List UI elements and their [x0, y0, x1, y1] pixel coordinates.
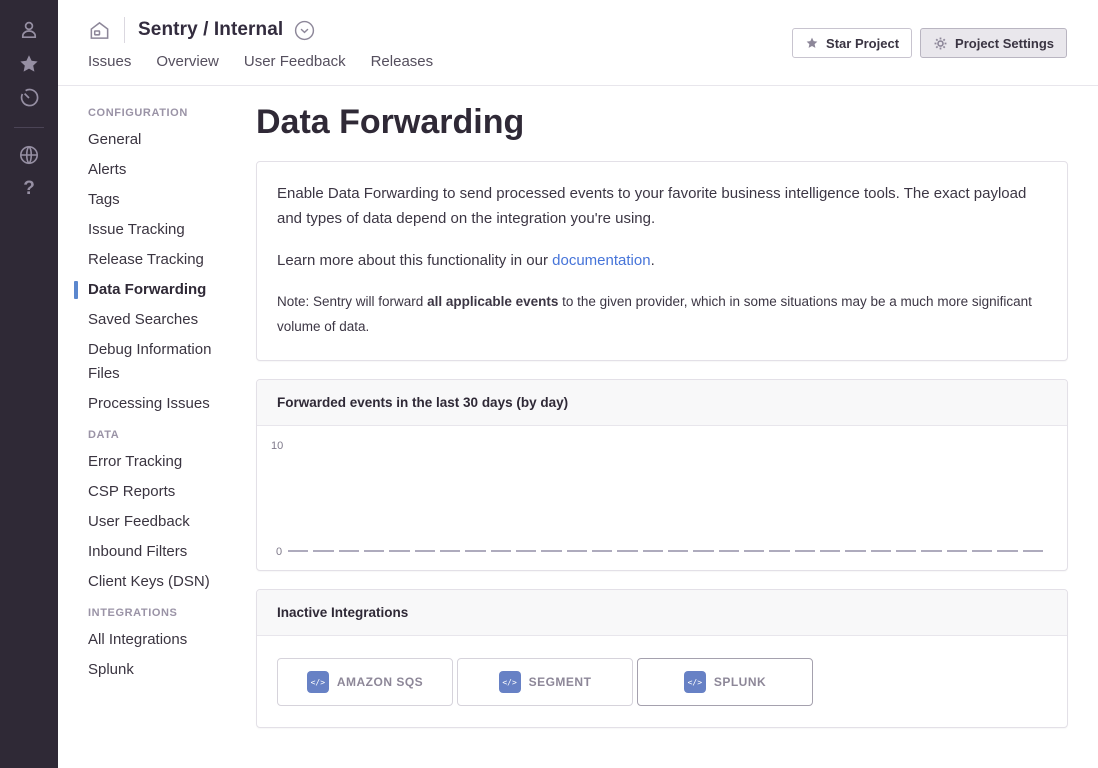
bar-day-24: [871, 550, 891, 552]
sidebar-item-debug-information-files[interactable]: Debug Information Files: [88, 341, 212, 382]
bar-day-17: [693, 550, 713, 552]
intro-note: Note: Sentry will forward all applicable events to the given provider, which in some situations may be a much more significant volume of data.: [277, 294, 1032, 335]
gear-icon: [933, 36, 948, 51]
bar-day-28: [972, 550, 992, 552]
sidebar-item-user-feedback[interactable]: User Feedback: [88, 513, 190, 530]
project-title[interactable]: Sentry / Internal: [138, 19, 284, 40]
sidebar-item-tags[interactable]: Tags: [88, 191, 120, 208]
bar-day-14: [617, 550, 637, 552]
intro-panel: [256, 161, 1068, 361]
history-icon[interactable]: [14, 83, 44, 113]
chart-panel-title: Forwarded events in the last 30 days (by day): [257, 380, 1067, 426]
bar-day-2: [313, 550, 333, 552]
content: [58, 86, 1098, 768]
plugin-icon: </>: [684, 671, 706, 693]
bar-day-29: [997, 550, 1017, 552]
sidebar-item-processing-issues[interactable]: Processing Issues: [88, 395, 210, 412]
integrations-list: [257, 636, 1067, 727]
sidebar-item-inbound-filters[interactable]: Inbound Filters: [88, 543, 188, 560]
bar-day-12: [567, 550, 587, 552]
plugin-icon: </>: [499, 671, 521, 693]
sidebar-section-integrations: [88, 607, 236, 682]
bar-day-18: [719, 550, 739, 552]
sidebar-item-all-integrations[interactable]: All Integrations: [88, 631, 188, 648]
settings-sidebar: [58, 86, 256, 768]
bar-day-25: [896, 550, 916, 552]
sidebar-section-configuration: [88, 107, 236, 416]
bar-day-30: [1023, 550, 1043, 552]
integration-button-segment[interactable]: [457, 658, 633, 706]
sidebar-item-error-tracking[interactable]: Error Tracking: [88, 453, 183, 470]
bar-day-1: [288, 550, 308, 552]
project-header: [58, 0, 1098, 86]
sidebar-heading-configuration: CONFIGURATION: [88, 107, 188, 119]
star-project-button[interactable]: [792, 28, 912, 58]
y-axis-tick-min: 0: [276, 546, 283, 559]
bar-day-6: [415, 550, 435, 552]
bar-day-10: [516, 550, 536, 552]
sidebar-item-data-forwarding[interactable]: Data Forwarding: [88, 278, 236, 302]
integration-label: SEGMENT: [528, 675, 592, 690]
breadcrumb-divider: [124, 17, 125, 43]
bar-day-21: [795, 550, 815, 552]
bar-day-16: [668, 550, 688, 552]
sidebar-item-csp-reports[interactable]: CSP Reports: [88, 483, 176, 500]
bar-day-7: [440, 550, 460, 552]
bar-day-23: [845, 550, 865, 552]
bar-day-11: [541, 550, 561, 552]
project-settings-label: Project Settings: [955, 35, 1054, 51]
star-icon: [805, 36, 819, 50]
bar-day-19: [744, 550, 764, 552]
globe-icon[interactable]: [14, 140, 44, 170]
header-buttons: [792, 28, 1067, 58]
sidebar-heading-data: DATA: [88, 429, 120, 441]
chart-panel: [256, 379, 1068, 571]
bar-day-5: [389, 550, 409, 552]
page-title: Data Forwarding: [256, 103, 525, 141]
bar-day-27: [947, 550, 967, 552]
sidebar-item-general[interactable]: General: [88, 131, 142, 148]
sidebar-item-saved-searches[interactable]: Saved Searches: [88, 311, 199, 328]
intro-paragraph-2: Learn more about this functionality in our documentation.: [277, 251, 655, 269]
bar-day-3: [339, 550, 359, 552]
y-axis-tick-max: 10: [271, 440, 284, 453]
bar-day-26: [921, 550, 941, 552]
main-panel: [256, 86, 1068, 768]
rail-divider: [14, 127, 44, 128]
bar-series: [288, 452, 1043, 552]
bar-day-9: [491, 550, 511, 552]
user-icon[interactable]: [14, 15, 44, 45]
plugin-icon: </>: [307, 671, 329, 693]
integration-label: AMAZON SQS: [336, 675, 424, 690]
integration-button-amazon-sqs[interactable]: [277, 658, 453, 706]
sidebar-item-alerts[interactable]: Alerts: [88, 161, 127, 178]
chart-area: [257, 426, 1067, 570]
help-icon[interactable]: ?: [14, 174, 44, 204]
bar-day-8: [465, 550, 485, 552]
chevron-down-icon[interactable]: [293, 19, 316, 42]
nav-tab-releases[interactable]: Releases: [370, 53, 434, 70]
home-icon[interactable]: [88, 19, 111, 42]
sidebar-item-issue-tracking[interactable]: Issue Tracking: [88, 221, 185, 238]
sidebar-item-release-tracking[interactable]: Release Tracking: [88, 251, 204, 268]
star-icon[interactable]: [14, 49, 44, 79]
bar-day-15: [643, 550, 663, 552]
nav-tab-overview[interactable]: Overview: [156, 53, 219, 70]
integration-button-splunk[interactable]: [637, 658, 813, 706]
sidebar-heading-integrations: INTEGRATIONS: [88, 607, 178, 619]
project-settings-button[interactable]: [920, 28, 1067, 58]
sidebar-item-splunk[interactable]: Splunk: [88, 661, 134, 678]
intro-paragraph-1: Enable Data Forwarding to send processed events to your favorite business intelligence tools. The exact payload and types of data depend on the integration you're using.: [277, 185, 1027, 227]
star-project-label: Star Project: [826, 35, 900, 51]
integrations-panel: [256, 589, 1068, 728]
nav-tab-issues[interactable]: Issues: [88, 53, 132, 70]
app-rail: [0, 0, 58, 768]
integrations-panel-title: Inactive Integrations: [257, 590, 1067, 636]
bar-day-13: [592, 550, 612, 552]
bar-day-20: [769, 550, 789, 552]
bar-day-4: [364, 550, 384, 552]
sidebar-item-client-keys-dsn[interactable]: Client Keys (DSN): [88, 573, 210, 590]
integration-label: SPLUNK: [713, 675, 767, 690]
nav-tab-user-feedback[interactable]: User Feedback: [243, 53, 346, 70]
sidebar-section-data: [88, 429, 236, 594]
documentation-link[interactable]: documentation: [552, 251, 651, 269]
bar-day-22: [820, 550, 840, 552]
